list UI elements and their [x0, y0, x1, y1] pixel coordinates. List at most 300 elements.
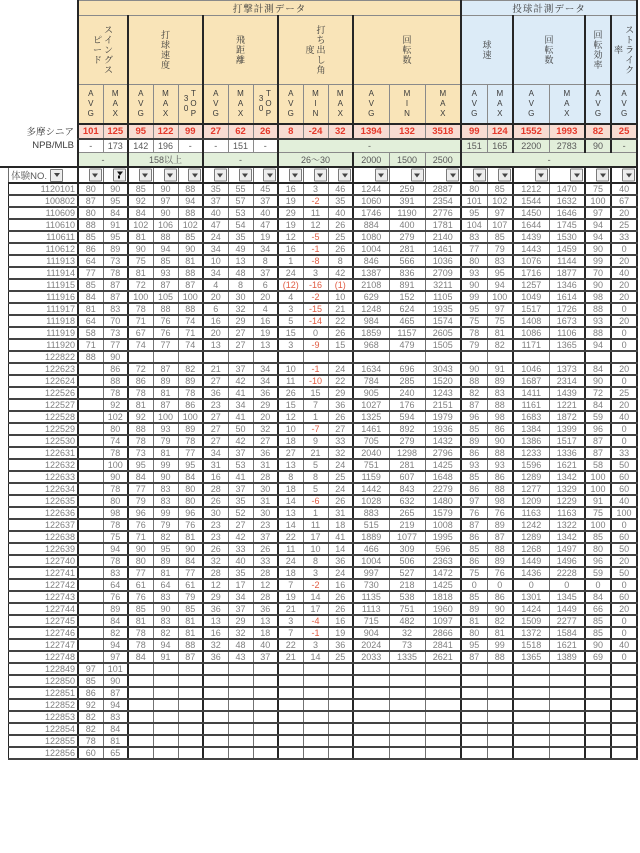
- cell[interactable]: 90: [153, 183, 178, 195]
- cell[interactable]: [78, 363, 103, 375]
- filter-active-funnel-button[interactable]: [113, 169, 126, 182]
- cell[interactable]: 80: [103, 495, 128, 507]
- cell[interactable]: 18: [253, 627, 278, 639]
- cell[interactable]: 26: [203, 543, 228, 555]
- cell[interactable]: [328, 675, 353, 687]
- cell[interactable]: 0: [611, 627, 637, 639]
- cell[interactable]: 105: [153, 291, 178, 303]
- cell[interactable]: 1386: [513, 435, 549, 447]
- filter-cell[interactable]: [278, 167, 303, 183]
- cell[interactable]: 25: [328, 651, 353, 663]
- cell[interactable]: [278, 711, 303, 723]
- cell[interactable]: [278, 747, 303, 759]
- cell[interactable]: 36: [328, 639, 353, 651]
- cell[interactable]: [585, 723, 611, 735]
- cell[interactable]: 32: [389, 627, 425, 639]
- cell[interactable]: 20: [203, 327, 228, 339]
- filter-cell[interactable]: [103, 167, 128, 183]
- cell[interactable]: [611, 711, 637, 723]
- cell[interactable]: 40: [228, 555, 253, 567]
- cell[interactable]: [78, 603, 103, 615]
- cell[interactable]: 7: [278, 627, 303, 639]
- cell[interactable]: 88: [153, 231, 178, 243]
- cell[interactable]: 31: [328, 507, 353, 519]
- cell[interactable]: 98: [487, 411, 513, 423]
- cell[interactable]: [549, 687, 585, 699]
- cell[interactable]: 88: [178, 207, 203, 219]
- cell[interactable]: 85: [78, 279, 103, 291]
- cell[interactable]: 90: [461, 279, 487, 291]
- cell[interactable]: 80: [178, 495, 203, 507]
- row-id-cell[interactable]: 122529: [8, 423, 78, 435]
- cell[interactable]: 89: [487, 375, 513, 387]
- cell[interactable]: 96: [178, 507, 203, 519]
- cell[interactable]: [78, 483, 103, 495]
- cell[interactable]: 2140: [425, 231, 461, 243]
- cell[interactable]: [461, 351, 487, 363]
- cell[interactable]: -1: [303, 627, 328, 639]
- cell[interactable]: 25: [611, 387, 637, 399]
- cell[interactable]: 905: [353, 387, 389, 399]
- cell[interactable]: 30: [228, 291, 253, 303]
- cell[interactable]: 99: [153, 507, 178, 519]
- row-id-cell[interactable]: 110612: [8, 243, 78, 255]
- cell[interactable]: 90: [128, 243, 153, 255]
- cell[interactable]: 279: [389, 435, 425, 447]
- filter-cell[interactable]: [389, 167, 425, 183]
- cell[interactable]: [303, 747, 328, 759]
- cell[interactable]: 98: [487, 495, 513, 507]
- cell[interactable]: 1716: [513, 267, 549, 279]
- cell[interactable]: 27: [203, 435, 228, 447]
- cell[interactable]: 1450: [513, 207, 549, 219]
- cell[interactable]: 85: [461, 543, 487, 555]
- cell[interactable]: 64: [78, 255, 103, 267]
- cell[interactable]: 76: [461, 507, 487, 519]
- cell[interactable]: 90: [585, 243, 611, 255]
- cell[interactable]: 87: [461, 399, 487, 411]
- cell[interactable]: [611, 723, 637, 735]
- cell[interactable]: 1646: [549, 207, 585, 219]
- cell[interactable]: 41: [228, 387, 253, 399]
- cell[interactable]: 2228: [549, 567, 585, 579]
- filter-cell[interactable]: [611, 167, 637, 183]
- cell[interactable]: 78: [78, 735, 103, 747]
- cell[interactable]: 1209: [513, 495, 549, 507]
- cell[interactable]: 81: [487, 327, 513, 339]
- cell[interactable]: 3: [278, 615, 303, 627]
- cell[interactable]: 89: [487, 519, 513, 531]
- cell[interactable]: 80: [461, 627, 487, 639]
- cell[interactable]: [78, 567, 103, 579]
- cell[interactable]: [353, 675, 389, 687]
- cell[interactable]: 1301: [513, 591, 549, 603]
- cell[interactable]: 40: [253, 207, 278, 219]
- cell[interactable]: 1345: [549, 591, 585, 603]
- cell[interactable]: [303, 735, 328, 747]
- cell[interactable]: [461, 747, 487, 759]
- cell[interactable]: [353, 699, 389, 711]
- cell[interactable]: [487, 663, 513, 675]
- filter-cell[interactable]: [178, 167, 203, 183]
- cell[interactable]: -8: [303, 255, 328, 267]
- cell[interactable]: 1449: [549, 603, 585, 615]
- cell[interactable]: 596: [425, 543, 461, 555]
- cell[interactable]: 4: [203, 279, 228, 291]
- cell[interactable]: 34: [253, 363, 278, 375]
- cell[interactable]: 16: [278, 243, 303, 255]
- cell[interactable]: 79: [178, 591, 203, 603]
- cell[interactable]: 1097: [425, 615, 461, 627]
- cell[interactable]: [425, 711, 461, 723]
- cell[interactable]: 2040: [353, 447, 389, 459]
- cell[interactable]: 465: [389, 315, 425, 327]
- cell[interactable]: 29: [228, 615, 253, 627]
- cell[interactable]: 13: [253, 339, 278, 351]
- cell[interactable]: 1384: [513, 423, 549, 435]
- cell[interactable]: 1544: [513, 195, 549, 207]
- cell[interactable]: 77: [128, 483, 153, 495]
- cell[interactable]: 99: [487, 639, 513, 651]
- cell[interactable]: 83: [103, 303, 128, 315]
- cell[interactable]: 1298: [389, 447, 425, 459]
- cell[interactable]: [78, 555, 103, 567]
- row-id-cell[interactable]: 122851: [8, 687, 78, 699]
- cell[interactable]: 20: [611, 555, 637, 567]
- cell[interactable]: 1372: [513, 627, 549, 639]
- cell[interactable]: 892: [389, 423, 425, 435]
- cell[interactable]: 90: [585, 279, 611, 291]
- cell[interactable]: [128, 735, 153, 747]
- cell[interactable]: 90: [461, 363, 487, 375]
- cell[interactable]: 90: [103, 351, 128, 363]
- cell[interactable]: 20: [611, 399, 637, 411]
- filter-cell[interactable]: [328, 167, 353, 183]
- cell[interactable]: [611, 663, 637, 675]
- cell[interactable]: [203, 687, 228, 699]
- cell[interactable]: -15: [303, 303, 328, 315]
- cell[interactable]: 2108: [353, 279, 389, 291]
- cell[interactable]: 60: [611, 591, 637, 603]
- cell[interactable]: [389, 747, 425, 759]
- cell[interactable]: [253, 351, 278, 363]
- cell[interactable]: 78: [103, 519, 128, 531]
- cell[interactable]: 78: [461, 327, 487, 339]
- cell[interactable]: [389, 687, 425, 699]
- cell[interactable]: [389, 351, 425, 363]
- cell[interactable]: 41: [228, 411, 253, 423]
- cell[interactable]: 87: [487, 531, 513, 543]
- cell[interactable]: 78: [128, 303, 153, 315]
- cell[interactable]: 1373: [549, 363, 585, 375]
- cell[interactable]: 1877: [549, 267, 585, 279]
- cell[interactable]: 42: [228, 435, 253, 447]
- cell[interactable]: 2151: [425, 399, 461, 411]
- cell[interactable]: 1049: [513, 291, 549, 303]
- cell[interactable]: [328, 699, 353, 711]
- cell[interactable]: 73: [103, 327, 128, 339]
- cell[interactable]: 61: [178, 579, 203, 591]
- cell[interactable]: 8: [278, 471, 303, 483]
- row-id-cell[interactable]: 122748: [8, 651, 78, 663]
- row-id-cell[interactable]: 122634: [8, 483, 78, 495]
- row-id-cell[interactable]: 122822: [8, 351, 78, 363]
- cell[interactable]: 85: [461, 423, 487, 435]
- cell[interactable]: 75: [103, 531, 128, 543]
- cell[interactable]: [78, 411, 103, 423]
- cell[interactable]: [153, 723, 178, 735]
- cell[interactable]: 37: [228, 447, 253, 459]
- cell[interactable]: 2866: [425, 627, 461, 639]
- cell[interactable]: 85: [178, 603, 203, 615]
- cell[interactable]: 16: [328, 615, 353, 627]
- cell[interactable]: 1579: [425, 507, 461, 519]
- cell[interactable]: 89: [103, 243, 128, 255]
- cell[interactable]: 34: [203, 267, 228, 279]
- cell[interactable]: 88: [461, 375, 487, 387]
- cell[interactable]: [513, 663, 549, 675]
- cell[interactable]: 0: [513, 579, 549, 591]
- cell[interactable]: 26: [328, 219, 353, 231]
- cell[interactable]: 81: [128, 615, 153, 627]
- cell[interactable]: 538: [389, 591, 425, 603]
- cell[interactable]: 968: [353, 339, 389, 351]
- cell[interactable]: [253, 747, 278, 759]
- cell[interactable]: 81: [153, 447, 178, 459]
- cell[interactable]: [78, 387, 103, 399]
- cell[interactable]: 93: [153, 423, 178, 435]
- cell[interactable]: 1505: [425, 339, 461, 351]
- cell[interactable]: [353, 663, 389, 675]
- cell[interactable]: 29: [278, 207, 303, 219]
- cell[interactable]: 3211: [425, 279, 461, 291]
- cell[interactable]: 34: [228, 399, 253, 411]
- cell[interactable]: 85: [585, 531, 611, 543]
- cell[interactable]: [78, 531, 103, 543]
- cell[interactable]: 93: [585, 315, 611, 327]
- cell[interactable]: 3043: [425, 363, 461, 375]
- cell[interactable]: 12: [303, 219, 328, 231]
- cell[interactable]: 81: [461, 615, 487, 627]
- cell[interactable]: [549, 663, 585, 675]
- cell[interactable]: 1520: [425, 375, 461, 387]
- cell[interactable]: 0: [461, 579, 487, 591]
- cell[interactable]: 1113: [353, 603, 389, 615]
- cell[interactable]: 629: [353, 291, 389, 303]
- cell[interactable]: [585, 735, 611, 747]
- cell[interactable]: 60: [78, 747, 103, 759]
- cell[interactable]: 34: [203, 243, 228, 255]
- cell[interactable]: 6: [253, 279, 278, 291]
- cell[interactable]: 218: [389, 579, 425, 591]
- cell[interactable]: 219: [389, 519, 425, 531]
- filter-dropdown-button[interactable]: [375, 169, 388, 182]
- cell[interactable]: [203, 675, 228, 687]
- cell[interactable]: 87: [585, 447, 611, 459]
- cell[interactable]: 400: [389, 219, 425, 231]
- cell[interactable]: -4: [303, 615, 328, 627]
- cell[interactable]: 35: [328, 195, 353, 207]
- cell[interactable]: 1233: [513, 447, 549, 459]
- cell[interactable]: 0: [585, 579, 611, 591]
- cell[interactable]: 20: [611, 603, 637, 615]
- cell[interactable]: [549, 675, 585, 687]
- cell[interactable]: [78, 423, 103, 435]
- cell[interactable]: 1530: [549, 231, 585, 243]
- cell[interactable]: [461, 711, 487, 723]
- cell[interactable]: [389, 699, 425, 711]
- cell[interactable]: 78: [128, 435, 153, 447]
- cell[interactable]: [328, 663, 353, 675]
- cell[interactable]: 100: [611, 507, 637, 519]
- cell[interactable]: 89: [178, 423, 203, 435]
- cell[interactable]: [203, 747, 228, 759]
- cell[interactable]: [389, 711, 425, 723]
- cell[interactable]: 60: [611, 483, 637, 495]
- cell[interactable]: 22: [328, 315, 353, 327]
- cell[interactable]: 88: [487, 483, 513, 495]
- cell[interactable]: [128, 747, 153, 759]
- cell[interactable]: [461, 663, 487, 675]
- cell[interactable]: -1: [303, 243, 328, 255]
- cell[interactable]: 36: [253, 387, 278, 399]
- cell[interactable]: 391: [389, 195, 425, 207]
- cell[interactable]: 97: [103, 651, 128, 663]
- cell[interactable]: 76: [128, 519, 153, 531]
- cell[interactable]: 26: [253, 543, 278, 555]
- cell[interactable]: [585, 687, 611, 699]
- cell[interactable]: 37: [203, 195, 228, 207]
- cell[interactable]: 1614: [549, 291, 585, 303]
- cell[interactable]: 80: [178, 483, 203, 495]
- cell[interactable]: 1470: [549, 183, 585, 195]
- cell[interactable]: 20: [253, 291, 278, 303]
- filter-dropdown-button[interactable]: [622, 169, 635, 182]
- cell[interactable]: 98: [585, 291, 611, 303]
- cell[interactable]: 1161: [513, 399, 549, 411]
- cell[interactable]: [278, 699, 303, 711]
- cell[interactable]: 1159: [353, 471, 389, 483]
- cell[interactable]: 87: [178, 651, 203, 663]
- cell[interactable]: 100: [585, 195, 611, 207]
- cell[interactable]: 94: [585, 339, 611, 351]
- cell[interactable]: 74: [103, 435, 128, 447]
- cell[interactable]: 29: [203, 591, 228, 603]
- cell[interactable]: 67: [128, 327, 153, 339]
- cell[interactable]: 4: [278, 291, 303, 303]
- cell[interactable]: 6: [203, 303, 228, 315]
- cell[interactable]: 81: [178, 531, 203, 543]
- cell[interactable]: 85: [585, 615, 611, 627]
- row-id-cell[interactable]: 122526: [8, 387, 78, 399]
- cell[interactable]: 1518: [513, 639, 549, 651]
- cell[interactable]: [425, 675, 461, 687]
- cell[interactable]: 1163: [513, 507, 549, 519]
- cell[interactable]: [153, 711, 178, 723]
- cell[interactable]: 75: [461, 567, 487, 579]
- cell[interactable]: 85: [178, 231, 203, 243]
- cell[interactable]: [78, 495, 103, 507]
- cell[interactable]: 891: [389, 279, 425, 291]
- cell[interactable]: 26: [328, 327, 353, 339]
- cell[interactable]: 10: [203, 255, 228, 267]
- cell[interactable]: 17: [303, 531, 328, 543]
- cell[interactable]: 27: [203, 423, 228, 435]
- cell[interactable]: 88: [585, 303, 611, 315]
- cell[interactable]: 883: [353, 507, 389, 519]
- cell[interactable]: [78, 591, 103, 603]
- cell[interactable]: 25: [328, 231, 353, 243]
- row-id-cell[interactable]: 111917: [8, 303, 78, 315]
- cell[interactable]: 40: [611, 495, 637, 507]
- cell[interactable]: 1621: [549, 459, 585, 471]
- cell[interactable]: 87: [461, 519, 487, 531]
- cell[interactable]: 75: [487, 315, 513, 327]
- cell[interactable]: [128, 699, 153, 711]
- cell[interactable]: [461, 723, 487, 735]
- cell[interactable]: [228, 663, 253, 675]
- cell[interactable]: 84: [128, 651, 153, 663]
- cell[interactable]: 15: [278, 327, 303, 339]
- cell[interactable]: 90: [103, 675, 128, 687]
- cell[interactable]: 84: [585, 399, 611, 411]
- cell[interactable]: 80: [103, 423, 128, 435]
- cell[interactable]: 27: [203, 375, 228, 387]
- cell[interactable]: 87: [153, 279, 178, 291]
- cell[interactable]: 36: [203, 651, 228, 663]
- cell[interactable]: [611, 699, 637, 711]
- cell[interactable]: [487, 687, 513, 699]
- cell[interactable]: 12: [278, 231, 303, 243]
- row-id-cell[interactable]: 122747: [8, 639, 78, 651]
- cell[interactable]: 1046: [513, 363, 549, 375]
- cell[interactable]: [353, 351, 389, 363]
- cell[interactable]: 1872: [549, 411, 585, 423]
- cell[interactable]: 35: [228, 567, 253, 579]
- filter-dropdown-button[interactable]: [214, 169, 227, 182]
- cell[interactable]: 1683: [513, 411, 549, 423]
- cell[interactable]: [461, 699, 487, 711]
- cell[interactable]: 2024: [353, 639, 389, 651]
- cell[interactable]: 36: [328, 555, 353, 567]
- cell[interactable]: 22: [278, 639, 303, 651]
- cell[interactable]: 82: [153, 627, 178, 639]
- cell[interactable]: 88: [103, 375, 128, 387]
- cell[interactable]: 82: [78, 723, 103, 735]
- cell[interactable]: 0: [611, 243, 637, 255]
- row-id-cell[interactable]: 110610: [8, 219, 78, 231]
- cell[interactable]: [203, 723, 228, 735]
- cell[interactable]: 84: [585, 363, 611, 375]
- cell[interactable]: 1171: [513, 339, 549, 351]
- cell[interactable]: 53: [228, 207, 253, 219]
- cell[interactable]: 100: [585, 483, 611, 495]
- cell[interactable]: 632: [389, 495, 425, 507]
- cell[interactable]: 95: [153, 543, 178, 555]
- cell[interactable]: 81: [178, 627, 203, 639]
- cell[interactable]: 89: [178, 375, 203, 387]
- row-id-cell[interactable]: 111915: [8, 279, 78, 291]
- cell[interactable]: 27: [253, 435, 278, 447]
- cell[interactable]: 1365: [549, 339, 585, 351]
- cell[interactable]: 23: [203, 519, 228, 531]
- cell[interactable]: 1496: [549, 555, 585, 567]
- cell[interactable]: 3: [278, 339, 303, 351]
- row-id-cell[interactable]: 111913: [8, 255, 78, 267]
- filter-dropdown-button[interactable]: [473, 169, 486, 182]
- cell[interactable]: 27: [228, 339, 253, 351]
- row-id-cell[interactable]: 122853: [8, 711, 78, 723]
